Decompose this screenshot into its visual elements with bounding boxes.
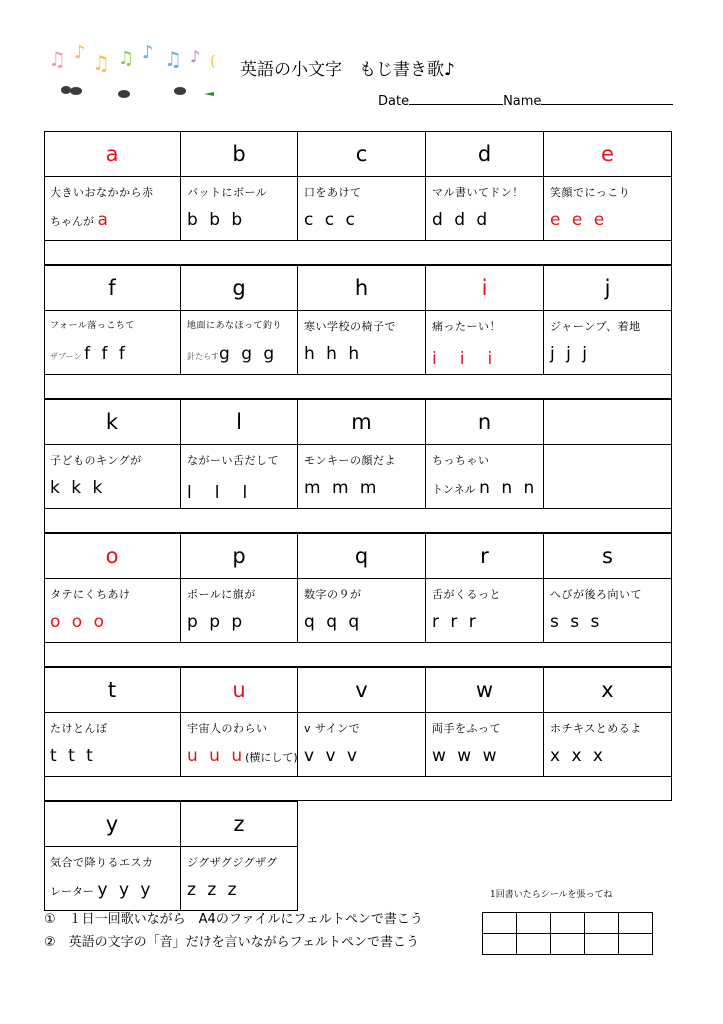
practice-letters: m m m [304, 478, 380, 498]
song-line-2 [187, 880, 240, 900]
sticker-grid [482, 912, 653, 955]
letter-cell [426, 177, 544, 241]
name-label: Name [503, 94, 542, 109]
song-line-1: 大きいおなかから赤 [50, 186, 154, 199]
letter-cell [426, 713, 544, 777]
song-line-2 [432, 478, 537, 498]
song-line-2 [304, 746, 360, 766]
song-line-2 [50, 612, 107, 632]
song-line-2 [187, 478, 250, 503]
letter-cell [426, 579, 544, 643]
letter-header: r [426, 533, 544, 579]
practice-letters: g g g [219, 344, 278, 364]
letter-cell [44, 579, 181, 643]
sticker-box[interactable] [619, 934, 653, 955]
song-line-2 [50, 210, 111, 230]
letter-header: t [44, 667, 181, 713]
practice-letters: u u u [187, 746, 246, 766]
song-line-2 [304, 210, 358, 230]
spacer-row [44, 643, 672, 667]
instruction-2: ② 英語の文字の「音」だけを言いながらフェルトペンで書こう [44, 935, 420, 950]
song-line-2-prefix: トンネル [432, 483, 480, 496]
song-line-1: ながーい舌だして [187, 454, 279, 467]
date-blank[interactable] [409, 90, 503, 105]
letter-header: d [426, 131, 544, 177]
spacer-row [44, 241, 672, 265]
song-line-1: ちっちゃい [432, 454, 490, 467]
letter-cell [44, 311, 181, 375]
practice-letters: n n n [479, 478, 538, 498]
practice-letters: k k k [50, 478, 106, 498]
letter-cell [181, 579, 298, 643]
music-notes-decoration [44, 44, 224, 104]
letter-cell [298, 311, 426, 375]
sticker-box[interactable] [483, 934, 517, 955]
instructions [44, 908, 423, 954]
song-line-2 [187, 746, 298, 766]
svg-text:♫: ♫ [48, 47, 66, 71]
letter-cell [44, 713, 181, 777]
song-line-1: ジャーンプ、着地 [550, 320, 641, 333]
song-line-2-prefix: ちゃんが [50, 215, 98, 228]
page-title: 英語の小文字 もじ書き歌♪ [240, 60, 455, 80]
tadpole-icon [61, 86, 214, 98]
sticker-box[interactable] [619, 913, 653, 934]
practice-letters: a [97, 210, 111, 230]
practice-letters: w w w [432, 746, 500, 766]
song-line-1: 舌がくるっと [432, 588, 501, 601]
svg-text:♪: ♪ [142, 44, 154, 63]
letter-cell [44, 445, 181, 509]
song-line-2 [432, 746, 500, 766]
song-line-1: 宇宙人のわらい [187, 722, 268, 735]
song-line-2 [550, 344, 590, 364]
sticker-box[interactable] [517, 913, 551, 934]
song-line-1: 口をあけて [304, 186, 362, 199]
practice-letters: r r r [432, 612, 479, 632]
svg-text:♫: ♫ [92, 51, 110, 75]
song-line-2 [432, 344, 495, 369]
letter-header: q [298, 533, 426, 579]
practice-letters: o o o [50, 612, 108, 632]
song-line-1: 痛ったーい！ [432, 320, 501, 333]
song-line-1: へびが後ろ向いて [550, 588, 642, 601]
letter-cell [298, 579, 426, 643]
letter-cell [181, 713, 298, 777]
letter-header: a [44, 131, 181, 177]
practice-letters: y y y [97, 880, 154, 900]
svg-text:♫: ♫ [118, 48, 135, 69]
letter-header: v [298, 667, 426, 713]
letter-header: y [44, 801, 181, 847]
song-line-2 [550, 612, 602, 632]
letter-header: c [298, 131, 426, 177]
song-line-1: ポールに旗が [187, 588, 256, 601]
spacer-row [44, 777, 672, 801]
song-line-1: ジグザグジグザグ [187, 856, 278, 869]
song-line-2-prefix: 針たらす [187, 352, 219, 361]
song-line-1: 数字の９が [304, 588, 362, 601]
song-line-1: 地面にあなほって釣り [187, 321, 283, 331]
instruction-1: ① １日一回歌いながら A4のファイルにフェルトペンで書こう [44, 912, 423, 927]
letter-header: o [44, 533, 181, 579]
sticker-box[interactable] [551, 913, 585, 934]
song-line-2 [550, 746, 606, 766]
song-line-2 [50, 344, 128, 364]
svg-text:(: ( [210, 54, 216, 70]
song-line-1: たけとんぼ [50, 722, 108, 735]
name-blank[interactable] [541, 90, 673, 105]
song-line-2-prefix: ザブーン [50, 352, 85, 361]
letter-cell [544, 445, 672, 509]
letter-header: h [298, 265, 426, 311]
song-line-2 [187, 344, 277, 364]
practice-letters: j j j [550, 344, 590, 364]
practice-letters: s s s [550, 612, 603, 632]
song-line-1: マル書いてドン！ [432, 186, 524, 199]
letter-header: x [544, 667, 672, 713]
song-line-2 [50, 478, 105, 498]
practice-letters: c c c [304, 210, 358, 230]
letter-header: f [44, 265, 181, 311]
letter-header: s [544, 533, 672, 579]
letter-cell [298, 713, 426, 777]
song-line-2-suffix: (横にして) [245, 751, 298, 764]
song-line-1: v サインで [304, 722, 361, 735]
sticker-box[interactable] [483, 913, 517, 934]
practice-letters: z z z [187, 880, 240, 900]
letter-cell [544, 311, 672, 375]
letter-cell [181, 177, 298, 241]
svg-text:♪: ♪ [190, 47, 201, 66]
sticker-label: 1回書いたらシールを張ってね [490, 890, 613, 900]
date-name-line [378, 90, 673, 109]
letter-header: l [181, 399, 298, 445]
song-line-1: 寒い学校の椅子で [304, 320, 396, 333]
song-line-1: 子どものキングが [50, 454, 142, 467]
letter-header: e [544, 131, 672, 177]
practice-letters: x x x [550, 746, 606, 766]
letter-cell [544, 713, 672, 777]
song-line-2 [50, 880, 154, 900]
practice-letters: v v v [304, 746, 360, 766]
sticker-box[interactable] [517, 934, 551, 955]
song-line-1: 笑顔でにっこり [550, 186, 631, 199]
song-line-2 [304, 612, 362, 632]
music-note-icon [48, 44, 215, 75]
letter-cell [298, 445, 426, 509]
song-line-2 [304, 344, 362, 364]
song-line-2 [304, 478, 380, 498]
letter-header: u [181, 667, 298, 713]
song-line-1: モンキーの顔だよ [304, 454, 396, 467]
letter-header: g [181, 265, 298, 311]
practice-letters: q q q [304, 612, 363, 632]
spacer-row [44, 375, 672, 399]
song-line-2-prefix: レーター [50, 885, 98, 898]
letter-header: n [426, 399, 544, 445]
letter-header: k [44, 399, 181, 445]
letter-cell [544, 579, 672, 643]
practice-letters: i i i [432, 349, 496, 369]
letter-header: b [181, 131, 298, 177]
practice-letters: t t t [50, 746, 96, 766]
song-line-1: タテにくちあけ [50, 588, 131, 601]
letter-header: p [181, 533, 298, 579]
letter-header: j [544, 265, 672, 311]
song-line-1: 両手をふって [432, 722, 501, 735]
spacer-row [44, 509, 672, 533]
song-line-2 [550, 210, 607, 230]
song-line-2 [432, 210, 490, 230]
song-line-2 [187, 210, 245, 230]
letter-header [544, 399, 672, 445]
letter-header: m [298, 399, 426, 445]
letter-header: i [426, 265, 544, 311]
letter-cell [426, 311, 544, 375]
letter-cell [181, 445, 298, 509]
letter-header: z [181, 801, 298, 847]
practice-letters: p p p [187, 612, 246, 632]
practice-letters: l l l [187, 483, 251, 503]
song-line-1: 気合で降りるエスカ [50, 856, 154, 869]
practice-letters: d d d [432, 210, 491, 230]
song-line-2 [187, 612, 245, 632]
practice-letters: f f f [84, 344, 128, 364]
song-line-1: ホチキスとめるよ [550, 722, 642, 735]
letter-cell [181, 311, 298, 375]
song-line-1: フォール落っこちて [50, 321, 135, 331]
letter-cell [426, 445, 544, 509]
svg-text:♪: ♪ [74, 44, 86, 63]
letter-cell [544, 177, 672, 241]
practice-letters: e e e [550, 210, 608, 230]
sticker-box[interactable] [585, 913, 619, 934]
practice-letters: h h h [304, 344, 363, 364]
sticker-box[interactable] [585, 934, 619, 955]
practice-letters: b b b [187, 210, 246, 230]
letter-cell [298, 177, 426, 241]
svg-text:♫: ♫ [164, 47, 182, 71]
letter-header: w [426, 667, 544, 713]
song-line-2 [50, 746, 96, 766]
letter-cell [181, 847, 298, 911]
song-line-1: バットにボール [187, 186, 268, 199]
song-line-2 [432, 612, 479, 632]
letter-cell [44, 177, 181, 241]
date-label: Date [378, 94, 410, 109]
letter-cell [44, 847, 181, 911]
sticker-box[interactable] [551, 934, 585, 955]
